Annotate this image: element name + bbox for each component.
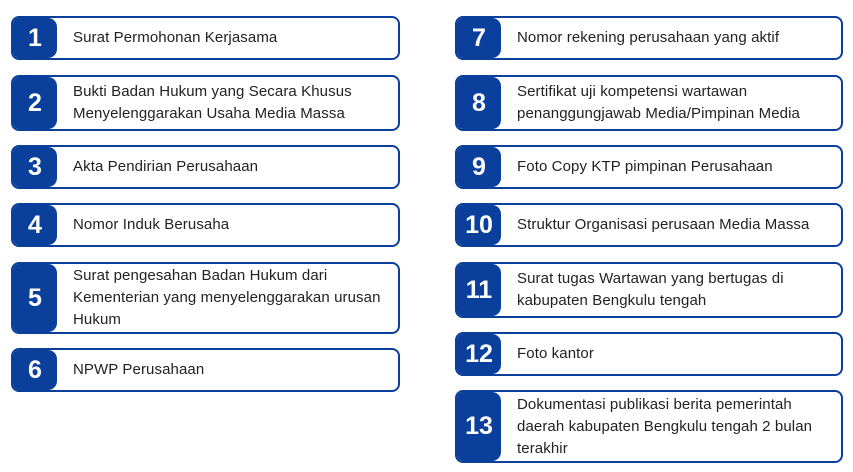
requirement-item-3 [11,145,400,189]
requirement-item-11 [455,262,843,318]
item-text: Surat tugas Wartawan yang bertugas di kabupaten Bengkulu tengah [517,270,784,309]
item-number-badge: 1 [13,18,57,58]
item-text: Akta Pendirian Perusahaan [73,158,259,175]
item-text: Bukti Badan Hukum yang Secara Khusus Menyelenggarakan Usaha Media Massa [73,83,352,122]
item-number-badge: 10 [457,205,501,245]
item-text: Surat Permohonan Kerjasama [73,29,278,46]
requirement-item-13 [455,390,843,463]
item-number-badge: 9 [457,147,501,187]
item-text: Foto kantor [517,345,594,362]
requirement-item-10 [455,203,843,247]
item-number-badge: 13 [457,392,501,461]
requirement-item-9 [455,145,843,189]
requirement-item-8 [455,75,843,131]
item-text: Foto Copy KTP pimpinan Perusahaan [517,158,773,175]
item-text: Surat pengesahan Badan Hukum dari Kementerian yang menyelenggarakan urusan Hukum [73,267,381,328]
item-text: Sertifikat uji kompetensi wartawan penanggungjawab Media/Pimpinan Media [517,83,800,122]
requirement-item-7 [455,16,843,60]
requirement-item-12 [455,332,843,376]
item-number-badge: 8 [457,77,501,129]
requirement-item-4 [11,203,400,247]
item-text: NPWP Perusahaan [73,361,205,378]
requirement-item-6 [11,348,400,392]
item-text: Dokumentasi publikasi berita pemerintah daerah kabupaten Bengkulu tengah 2 bulan terakhir [517,395,813,457]
item-number-badge: 4 [13,205,57,245]
requirement-item-5 [11,262,400,334]
item-number-badge: 11 [457,264,501,316]
item-text: Nomor Induk Berusaha [73,216,230,233]
item-text: Nomor rekening perusahaan yang aktif [517,29,780,46]
item-number-badge: 7 [457,18,501,58]
item-number-badge: 2 [13,77,57,129]
item-number-badge: 3 [13,147,57,187]
requirement-item-1 [11,16,400,60]
item-number-badge: 5 [13,264,57,332]
item-number-badge: 12 [457,334,501,374]
item-text: Struktur Organisasi perusaan Media Massa [517,216,810,233]
item-number-badge: 6 [13,350,57,390]
requirement-item-2 [11,75,400,131]
